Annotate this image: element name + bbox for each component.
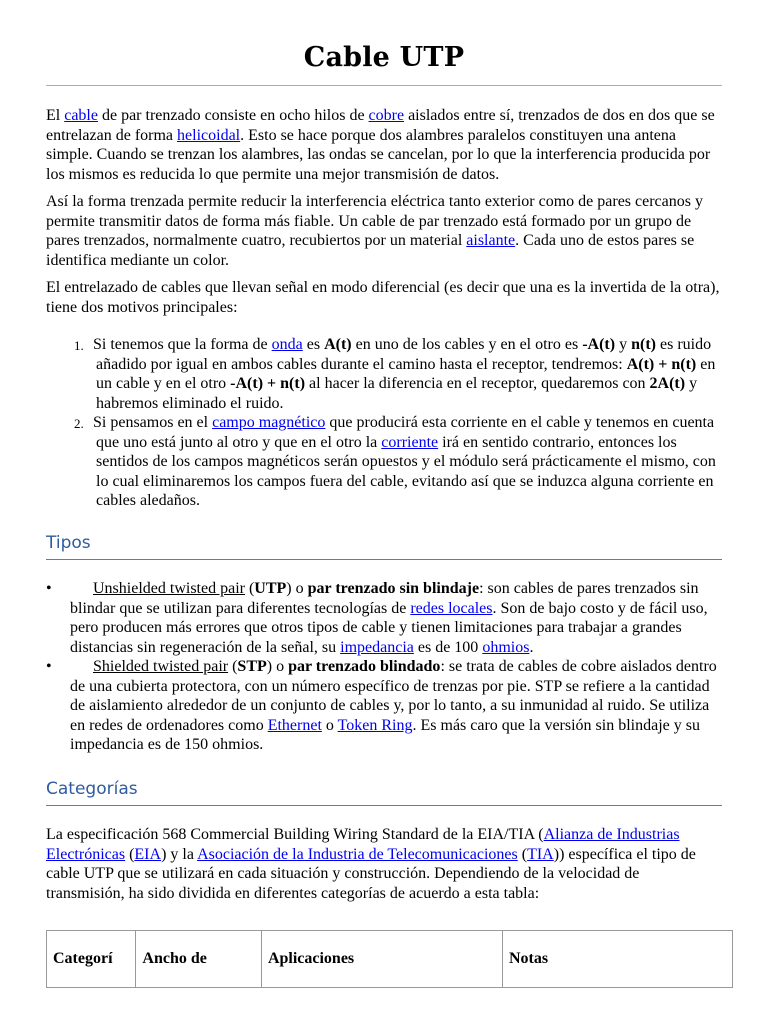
reasons-list <box>46 335 722 511</box>
table-header-cell: Notas <box>502 931 732 988</box>
categorias-section <box>46 825 722 911</box>
table-header-cell: Aplicaciones <box>261 931 502 988</box>
link-eia[interactable]: EIA <box>134 845 162 863</box>
link-ohmios[interactable]: ohmios <box>482 638 530 656</box>
link-ethernet[interactable]: Ethernet <box>267 716 322 734</box>
link-impedancia[interactable]: impedancia <box>340 638 414 656</box>
title-divider <box>46 85 722 86</box>
link-token-ring[interactable]: Token Ring <box>337 716 413 734</box>
link-corriente[interactable]: corriente <box>381 433 439 451</box>
tipos-divider <box>46 559 722 560</box>
tipos-list <box>46 579 722 755</box>
table-header-cell: Ancho de <box>136 931 262 988</box>
link-cable[interactable]: cable <box>64 107 98 124</box>
link-onda[interactable]: onda <box>271 336 303 353</box>
list-item: 1. Si tenemos que la forma de onda es A(t) en uno de los cables y en el otro es -A(t) y n(t) es ruido añadido por igual en ambos cables durante el camino hasta el receptor, tendremos: A(t) + n(t) en un cable y en el otro -A(t) + n(t) al hacer la diferencia en el receptor, quedaremos con 2A(t) y habremos eliminado el ruido. <box>74 336 716 412</box>
table-header-cell: Categorí <box>47 931 136 988</box>
categorias-divider <box>46 805 722 806</box>
page-title: Cable UTP <box>303 42 465 73</box>
intro-paragraph-2: Así la forma trenzada permite reducir la interferencia eléctrica tanto exterior como de pares cercanos y permite transmitir datos de forma más fiable. Un cable de par trenzado está formado por un grupo de pares trenzados, normalmente cuatro, recubiertos por un material aislante. Cada uno de estos pares se identifica mediante un color. <box>46 193 703 269</box>
section-heading-categorias: Categorías <box>46 779 138 799</box>
link-aislante[interactable]: aislante <box>466 232 516 249</box>
bullet: • <box>46 580 52 597</box>
intro-paragraph-3: El entrelazado de cables que llevan señal en modo diferencial (es decir que una es la invertida de la otra), tiene dos motivos principales: <box>46 279 720 316</box>
categorias-paragraph: La especificación 568 Commercial Building Wiring Standard de la EIA/TIA (Alianza de Industrias Electrónicas (EIA) y la Asociación de la Industria de Telecomunicaciones (TIA)) específica el tipo de cable UTP que se utilizará en cada situación y construcción. Dependiendo de la velocidad de transmisión, ha sido dividida en diferentes categorías de acuerdo a esta tabla: <box>46 826 696 902</box>
intro-section <box>46 106 722 511</box>
table-row <box>47 931 733 988</box>
bullet: • <box>46 658 52 675</box>
list-item: 2. Si pensamos en el campo magnético que producirá esta corriente en el cable y tenemos en cuenta que uno está junto al otro y que en el otro la corriente irá en sentido contrario, entonces los sentidos de los campos magnéticos serán opuestos y el módulo será prácticamente el mismo, con lo cual eliminaremos los campos fuera del cable, evitando así que se induzca alguna corriente en cables aledaños. <box>74 414 716 509</box>
link-cobre[interactable]: cobre <box>368 107 405 124</box>
link-tia-asociacion[interactable]: Asociación de la Industria de Telecomunicaciones <box>197 845 518 863</box>
link-eia-alianza[interactable]: Alianza de Industrias Electrónicas <box>46 826 680 863</box>
section-heading-tipos: Tipos <box>46 533 91 553</box>
list-item: • Shielded twisted pair (STP) o par trenzado blindado: se trata de cables de cobre aislados dentro de una cubierta protectora, con un número específico de trenzas por pie. STP se refiere a la cantidad de aislamiento alrededor de un conjunto de cables y, por lo tanto, a su inmunidad al ruido. Se utiliza en redes de ordenadores como Ethernet o Token Ring. Es más caro que la versión sin blindaje y su impedancia es de 150 ohmios. <box>46 658 717 753</box>
link-helicoidal[interactable]: helicoidal <box>177 126 241 144</box>
list-item: • Unshielded twisted pair (UTP) o par trenzado sin blindaje: son cables de pares trenzados sin blindar que se utilizan para diferentes tecnologías de redes locales. Son de bajo costo y de fácil uso, pero producen más errores que otros tipos de cable y tienen limitaciones para trabajar a grandes distancias sin regeneración de la señal, su impedancia es de 100 ohmios. <box>46 580 708 656</box>
tipos-section <box>46 579 722 755</box>
categories-table <box>46 930 733 988</box>
link-tia[interactable]: TIA <box>527 845 554 863</box>
link-redes-locales[interactable]: redes locales <box>410 599 493 617</box>
intro-paragraph-1: El cable de par trenzado consiste en ocho hilos de cobre aislados entre sí, trenzados de dos en dos que se entrelazan de forma helicoidal. Esto se hace porque dos alambres paralelos constituyen una antena simple. Cuando se trenzan los alambres, las ondas se cancelan, por lo que la interferencia producida por los mismos es reducida lo que permite una mejor transmisión de datos. <box>46 107 715 183</box>
link-campo-magnetico[interactable]: campo magnético <box>212 414 326 431</box>
